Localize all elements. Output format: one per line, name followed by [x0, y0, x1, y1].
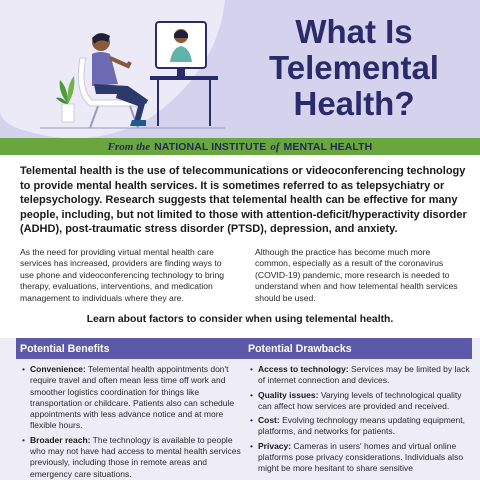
item-term: Privacy: — [258, 440, 292, 451]
item-term: Cost: — [258, 415, 280, 426]
bullet-icon: • — [250, 440, 253, 451]
source-of: of — [270, 140, 280, 153]
intro-paragraph: Telemental health is the use of telecommunications or videoconferencing technology to provide mental health services. It is sometimes referred to as telepsychiatry or telepsychology. Research suggests that telemental health can be effective for many people, including, but not limited to those with attention-deficit/hyperactivity disorder (ADHD), post-traumatic stress disorder (PTSD), depression, and anxiety. — [20, 165, 467, 236]
item-text: Telemental health appointments don't require travel and often mean less time off work and smoother logistics coordination for things like transportation or childcare. Patients also can schedule appointments with less advance notice and at more flexible hours. — [30, 364, 235, 431]
source-from: From the — [107, 140, 151, 153]
item-text: Cameras in users' homes and virtual online platforms pose privacy considerations. Individuals also might be more hesitant to share sensitive — [258, 440, 464, 474]
bullet-icon: • — [22, 364, 25, 374]
learn-more-heading: Learn about factors to consider when using telemental health. — [86, 314, 394, 325]
item-text: Services may be limited by lack of internet connection and devices. — [258, 364, 470, 386]
source-banner — [0, 138, 480, 155]
item-term: Broader reach: — [30, 434, 91, 445]
list-item — [250, 364, 472, 387]
title-line: Telemental — [269, 49, 439, 86]
column-left: As the need for providing virtual mental health care services has increased, providers are finding ways to use phone and videoconferencing technology to bring therapy, evaluations, interventions, and medication management to individuals where they are. — [20, 247, 225, 303]
benefits-list — [16, 359, 244, 480]
list-item — [250, 441, 472, 475]
bullet-icon: • — [250, 364, 253, 374]
item-term: Quality issues: — [258, 389, 319, 400]
factors-section — [0, 338, 480, 480]
drawbacks-panel — [244, 338, 472, 480]
item-term: Convenience: — [30, 364, 86, 374]
item-text: The technology is available to people who may not have had access to mental health services previously, including those in remote areas and emergency care situations. — [30, 434, 241, 479]
telehealth-illustration — [0, 0, 230, 138]
item-text: Evolving technology means updating equipment, platforms, and networks for patients. — [258, 415, 465, 437]
list-item — [250, 415, 472, 438]
drawbacks-list — [244, 359, 472, 475]
title-line: What Is — [295, 13, 413, 50]
list-item — [250, 390, 472, 413]
two-column-text — [20, 247, 468, 304]
hero-banner — [0, 0, 480, 138]
bullet-icon: • — [250, 415, 253, 426]
source-org-part2: MENTAL HEALTH — [283, 140, 373, 153]
column-right: Although the practice has become much more common, especially as a result of the coronavirus (COVID-19) pandemic, more research is needed to understand when and how telemental health services should be used. — [255, 247, 458, 303]
page-title — [236, 14, 472, 122]
drawbacks-heading: Potential Drawbacks — [244, 338, 472, 359]
list-item — [22, 364, 244, 432]
source-org-part1: NATIONAL INSTITUTE — [154, 140, 267, 153]
item-term: Access to technology: — [258, 364, 349, 374]
bullet-icon: • — [250, 389, 253, 400]
title-line: Health? — [293, 85, 415, 122]
benefits-panel — [16, 338, 244, 480]
benefits-heading: Potential Benefits — [16, 338, 244, 359]
bullet-icon: • — [22, 434, 25, 445]
list-item — [22, 435, 244, 480]
item-text: Varying levels of technological quality can affect how services are provided and received. — [258, 389, 462, 411]
